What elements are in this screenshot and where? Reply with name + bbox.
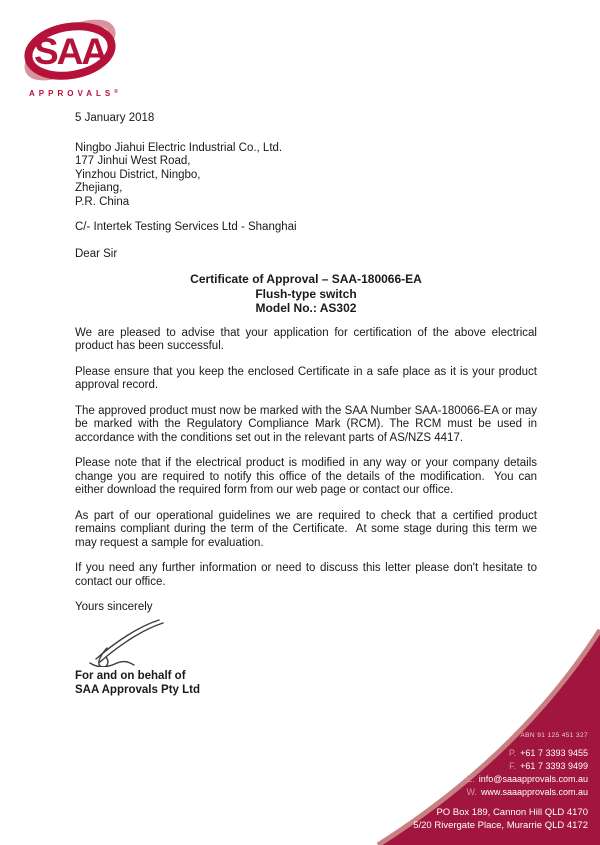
paragraph-compliance-check: As part of our operational guidelines we are required to check that a certified product remains compliant during the term of the Certificate. At some stage during this term we may request a sample for evaluation. [75, 509, 541, 549]
address-line: P.R. China [75, 195, 130, 208]
website-value: www.saaapprovals.com.au [480, 787, 588, 797]
paragraph-keep-certificate: Please ensure that you keep the enclosed Certificate in a safe place as it is your product approval record. [75, 365, 541, 391]
postal-address-line: PO Box 189, Cannon Hill QLD 4170 [436, 807, 588, 818]
phone-line [413, 747, 588, 760]
recipient-address [75, 142, 537, 210]
fax-prefix: F. [509, 761, 517, 771]
paragraph-success: We are pleased to advise that your application for certification of the above electrical product has been successful. [75, 326, 541, 352]
footer-contact-block [413, 732, 588, 832]
abn-number: ABN 91 125 451 327 [520, 732, 588, 739]
saa-logo-mark [18, 12, 122, 88]
paragraph-further-info: If you need any further information or need to discuss this letter please don't hesitate to contact our office. [75, 562, 541, 588]
address-line: Yinzhou District, Ningbo, [75, 168, 201, 181]
address-line: 177 Jinhui West Road, [75, 155, 191, 167]
salutation: Dear Sir [75, 247, 118, 260]
saa-logo [18, 12, 128, 98]
paragraph-modification: Please note that if the electrical product is modified in any way or your company details change you are required to notify this office of the details of the modification. You can either download the required form from our web page or contact our office. [75, 457, 541, 496]
email-line [413, 773, 588, 786]
fax-value: +61 7 3393 9499 [520, 761, 588, 771]
subject-line-model: Model No.: AS302 [255, 301, 357, 315]
address-line: Ningbo Jiahui Electric Industrial Co., Ltd. [75, 141, 283, 154]
postal-address-block [413, 806, 588, 832]
care-of-line: C/- Intertek Testing Services Ltd - Shanghai [75, 221, 297, 233]
paragraph-marking: The approved product must now be marked with the SAA Number SAA-180066-EA or may be marked with the Regulatory Compliance Mark (RCM). The RCM must be used in accordance with the conditions set out in the relevant parts of AS/NZS 4417. [75, 404, 541, 444]
subject-block [75, 272, 537, 316]
website-prefix: W. [466, 787, 477, 797]
logo-approvals-text: APPROVALS® [29, 89, 118, 98]
street-address-line: 5/20 Rivergate Place, Murarrie QLD 4172 [413, 820, 588, 831]
website-line [413, 786, 588, 799]
fax-line [413, 760, 588, 773]
letter-date: 5 January 2018 [75, 112, 155, 124]
closing: Yours sincerely [75, 601, 153, 613]
subject-line-product: Flush-type switch [255, 286, 357, 301]
svg-text:SAA: SAA [33, 31, 107, 72]
registered-mark: ® [114, 89, 118, 95]
signoff-line: For and on behalf of [75, 669, 186, 682]
phone-prefix: P. [508, 748, 517, 758]
letter-content [75, 112, 541, 697]
email-prefix: E. [466, 774, 475, 784]
phone-value: +61 7 3393 9455 [520, 748, 588, 758]
email-value: info@saaapprovals.com.au [478, 774, 588, 784]
subject-line-certificate: Certificate of Approval – SAA-180066-EA [190, 272, 422, 286]
signoff-line: SAA Approvals Pty Ltd [75, 683, 201, 696]
address-line: Zhejiang, [75, 182, 123, 194]
